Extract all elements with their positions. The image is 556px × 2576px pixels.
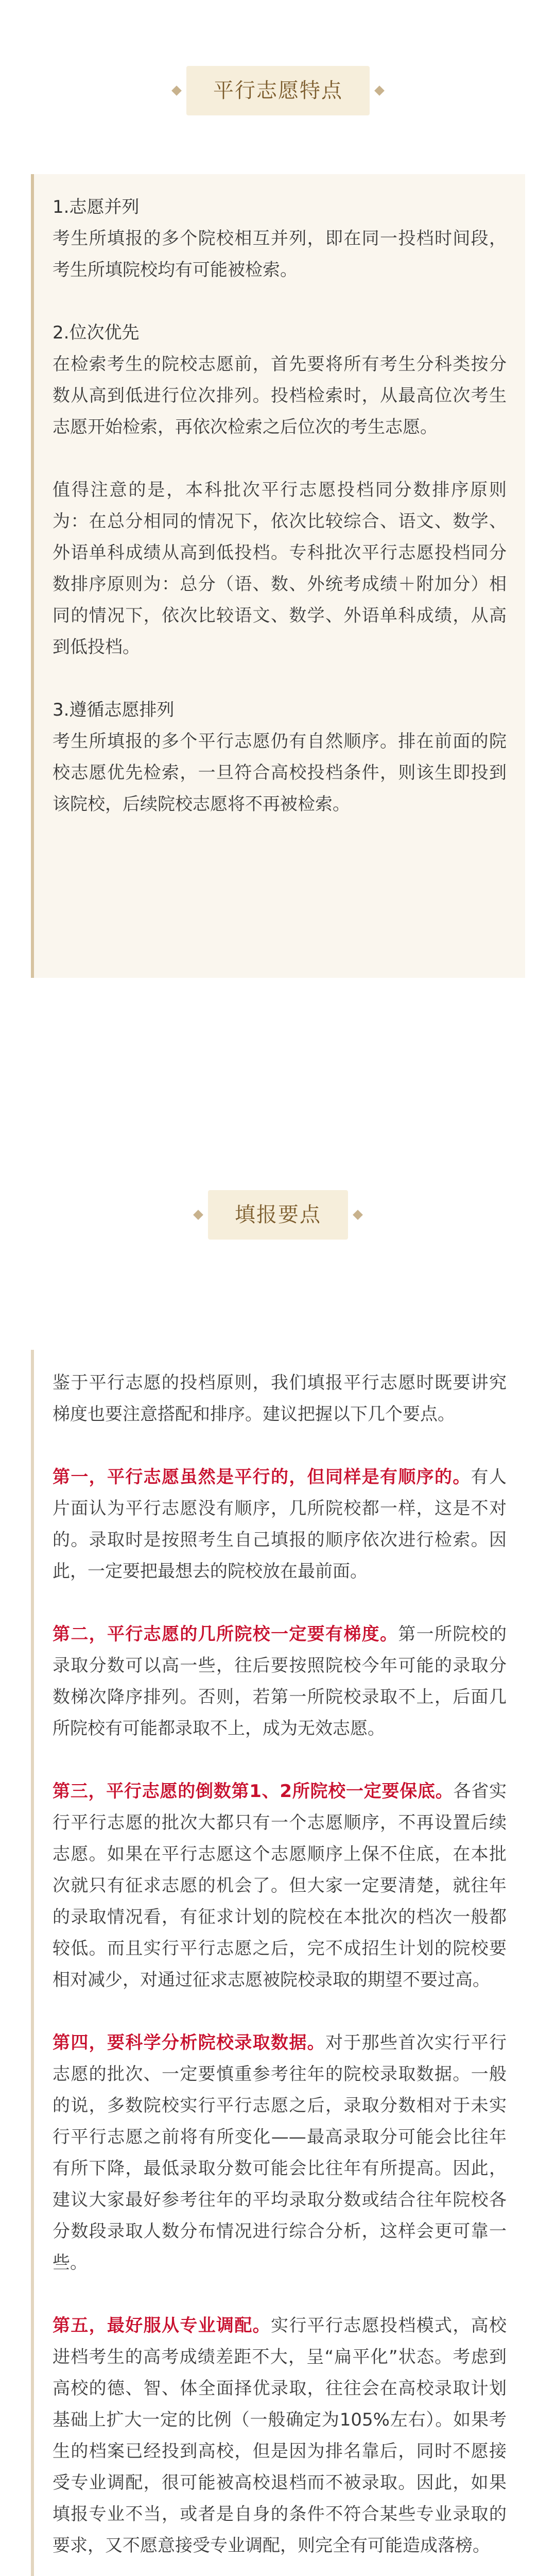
section-title-features: 平行志愿特点 [186, 66, 370, 115]
feature-body-order: 考生所填报的多个平行志愿仍有自然顺序。排在前面的院校志愿优先检索，一旦符合高校投档条件，则该生即投到该院校，后续院校志愿将不再被检索。 [53, 731, 507, 815]
feature-body-parallel: 考生所填报的多个院校相互并列，即在同一投档时间段，考生所填院校均有可能被检索。 [53, 228, 507, 280]
feature-body-tie-rules: 值得注意的是，本科批次平行志愿投档同分数排序原则为：在总分相同的情况下，依次比较综合、语文、数学、外语单科成绩从高到低投档。专科批次平行志愿投档同分数排序原则为：总分（语、数、外统考成绩＋附加分）相同的情况下，依次比较语文、数学、外语单科成绩，从高到低投档。 [53, 480, 507, 657]
point-2-lead: 第二，平行志愿的几所院校一定要有梯度。 [53, 1624, 398, 1645]
point-3 [53, 1776, 507, 1996]
point-5-text: 实行平行志愿投档模式，高校进档考生的高考成绩差距不大，呈“扁平化”状态。考虑到高校的德、智、体全面择优录取，往往会在高校录取计划基础上扩大一定的比例（一般确定为105%左右）。如果考生的档案已经投到高校，但是因为排名靠后，同时不愿接受专业调配，很可能被高校退档而不被录取。因此，如果填报专业不当，或者是自身的条件不符合某些专业录取的要求，又不愿意接受专业调配，则完全有可能造成落榜。 [53, 2315, 507, 2556]
point-4-text: 对于那些首次实行平行志愿的批次、一定要慎重参考往年的院校录取数据。一般的说，多数院校实行平行志愿之后，录取分数相对于未实行平行志愿之前将有所变化——最高录取分可能会比往年有所下降，最低录取分数可能会比往年有所提高。因此，建议大家最好参考往年的平均录取分数或结合往年院校各分数段录取人数分布情况进行综合分析，这样会更可靠一些。 [53, 2032, 507, 2273]
point-3-text: 各省实行平行志愿的批次大都只有一个志愿顺序，不再设置后续志愿。如果在平行志愿这个志愿顺序上保不住底，在本批次就只有征求志愿的机会了。但大家一定要清楚，就往年的录取情况看，有征求计划的院校在本批次的档次一般都较低。而且实行平行志愿之后，完不成招生计划的院校要相对减少，对通过征求志愿被院校录取的期望不要过高。 [53, 1781, 507, 1990]
section-title-key-points: 填报要点 [208, 1190, 348, 1240]
features-card [31, 174, 525, 978]
point-2 [53, 1619, 507, 1744]
point-1-text: 有人片面认为平行志愿没有顺序，几所院校都一样，这是不对的。录取时是按照考生自己填报的顺序依次进行检索。因此，一定要把最想去的院校放在最前面。 [53, 1467, 507, 1582]
point-1 [53, 1462, 507, 1587]
feature-heading-parallel: 1.志愿并列 [53, 197, 140, 217]
key-points-card [31, 1350, 525, 2576]
key-points-intro: 鉴于平行志愿的投档原则，我们填报平行志愿时既要讲究梯度也要注意搭配和排序。建议把握以下几个要点。 [53, 1372, 507, 1425]
point-4-lead: 第四，要科学分析院校录取数据。 [53, 2032, 325, 2053]
feature-heading-rank-priority: 2.位次优先 [53, 323, 140, 343]
point-4 [53, 2027, 507, 2279]
point-5 [53, 2310, 507, 2562]
point-5-lead: 第五，最好服从专业调配。 [53, 2315, 271, 2336]
point-3-lead: 第三，平行志愿的倒数第1、2所院校一定要保底。 [53, 1781, 454, 1802]
point-1-lead: 第一，平行志愿虽然是平行的，但同样是有顺序的。 [53, 1467, 471, 1487]
feature-body-rank-priority: 在检索考生的院校志愿前，首先要将所有考生分科类按分数从高到低进行位次排列。投档检索时，从最高位次考生志愿开始检索，再依次检索之后位次的考生志愿。 [53, 354, 507, 437]
feature-heading-order: 3.遵循志愿排列 [53, 700, 175, 720]
point-2-text: 第一所院校的录取分数可以高一些，往后要按照院校今年可能的录取分数梯次降序排列。否则，若第一所院校录取不上，后面几所院校有可能都录取不上，成为无效志愿。 [53, 1624, 507, 1739]
